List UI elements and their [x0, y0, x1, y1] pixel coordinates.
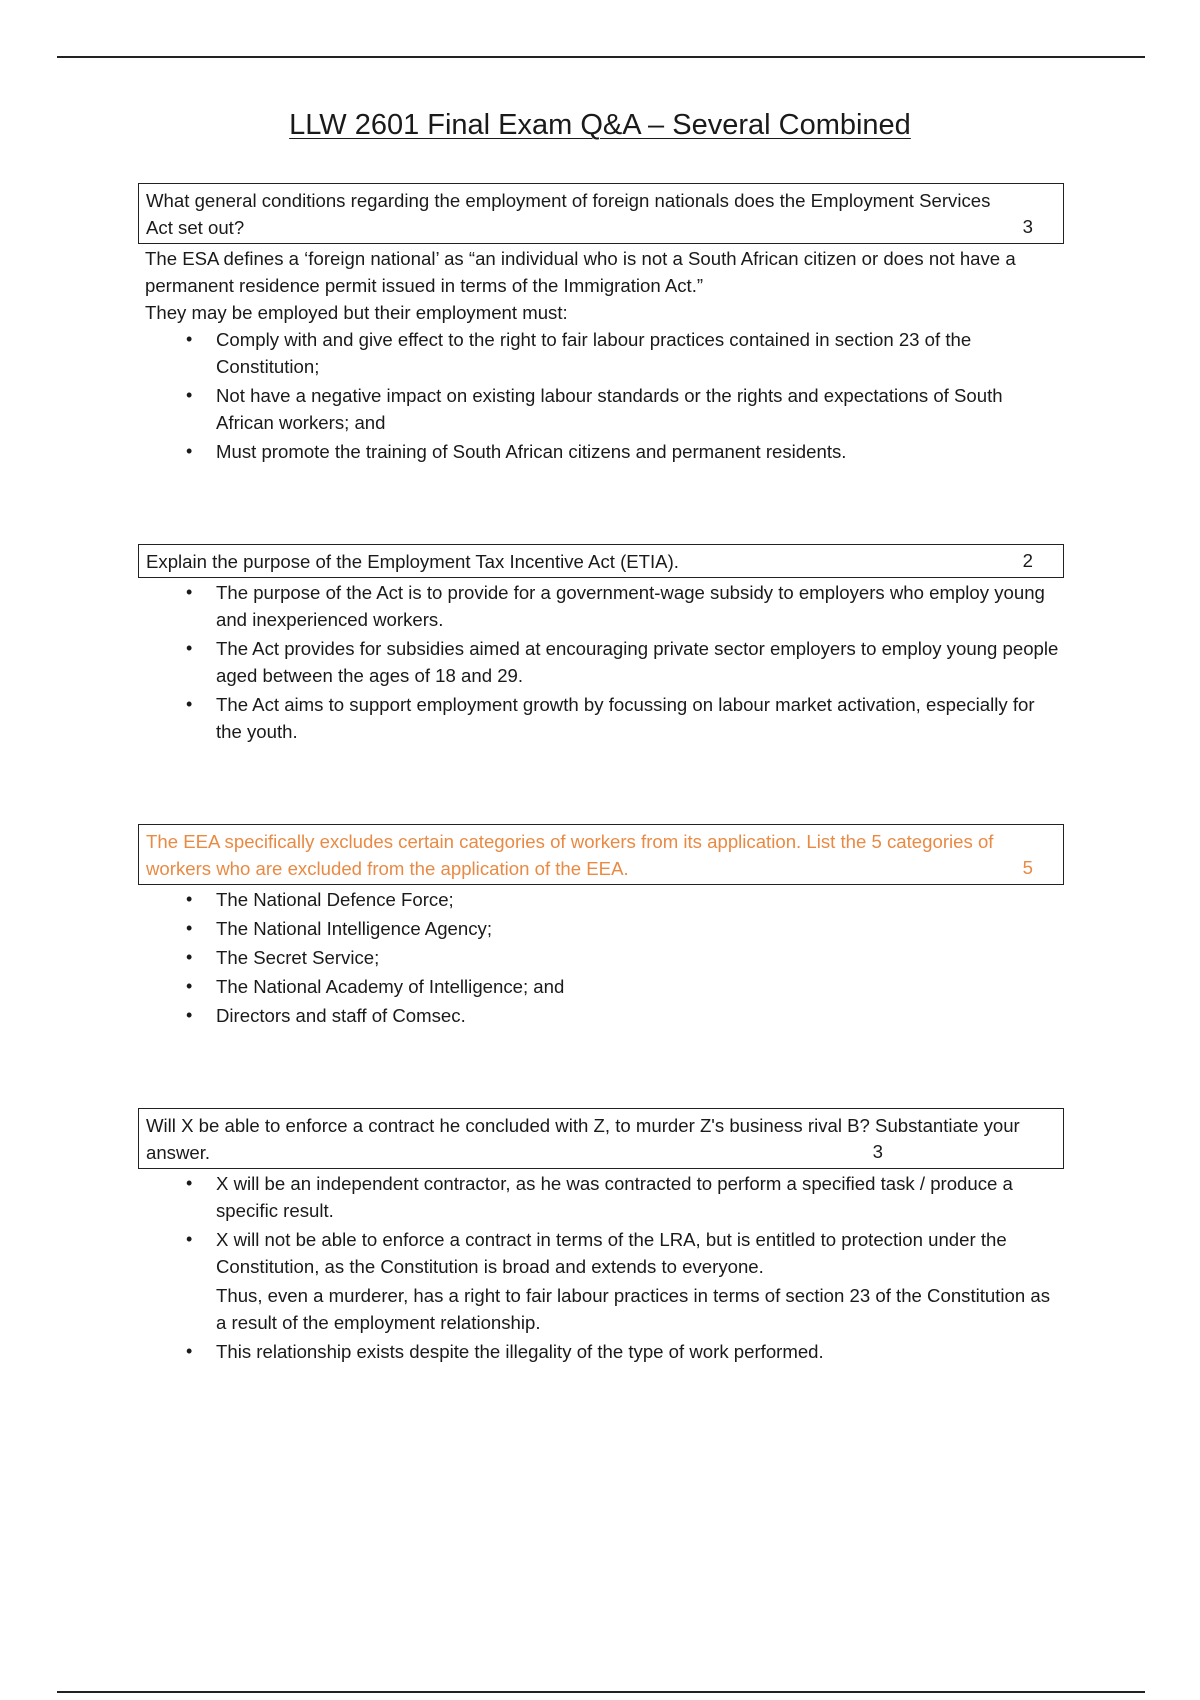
question-3-marks: 5 — [1022, 857, 1033, 878]
list-item: • This relationship exists despite the illegality of the type of work performed. — [145, 1338, 1064, 1365]
question-3-text: The EEA specifically excludes certain categories of workers from its application. List the 5 categories of workers who are excluded from the application of the EEA. — [146, 831, 994, 879]
answer-4-list-end — [145, 1338, 1064, 1365]
answer-3-list — [145, 886, 1064, 1029]
question-1-marks: 3 — [1022, 216, 1033, 237]
question-1-answer — [138, 244, 1064, 465]
question-3-section — [138, 824, 1064, 1031]
list-item: • Comply with and give effect to the right to fair labour practices contained in section 23 of the Constitution; — [145, 326, 1064, 380]
question-4-text: Will X be able to enforce a contract he concluded with Z, to murder Z's business rival B? Substantiate your answer. — [146, 1115, 1020, 1163]
list-item: • The purpose of the Act is to provide for a government-wage subsidy to employers who employ young and inexperienced workers. — [145, 579, 1064, 633]
list-item: • X will be an independent contractor, as he was contracted to perform a specified task / produce a specific result. — [145, 1170, 1064, 1224]
list-item: • The National Intelligence Agency; — [145, 915, 1064, 942]
top-rule — [57, 56, 1145, 58]
answer-1-lead: They may be employed but their employment must: — [145, 302, 568, 323]
question-4-marks: 3 — [872, 1141, 883, 1162]
list-item: • X will not be able to enforce a contract in terms of the LRA, but is entitled to protection under the Constitution, as the Constitution is broad and extends to everyone. — [145, 1226, 1064, 1280]
list-item: • The Act provides for subsidies aimed at encouraging private sector employers to employ young people aged between the ages of 18 and 29. — [145, 635, 1064, 689]
question-3-answer — [138, 885, 1064, 1029]
list-item: • Not have a negative impact on existing labour standards or the rights and expectations of South African workers; and — [145, 382, 1064, 436]
question-4-box — [138, 1108, 1064, 1169]
question-4-section — [138, 1108, 1064, 1367]
page-title — [0, 107, 1200, 143]
answer-1-intro: The ESA defines a ‘foreign national’ as “an individual who is not a South African citizen or does not have a permanent residence permit issued in terms of the Immigration Act.” — [145, 248, 1016, 296]
list-item: • The National Defence Force; — [145, 886, 1064, 913]
question-1-box — [138, 183, 1064, 244]
answer-1-list — [145, 326, 1064, 465]
list-item: • Must promote the training of South African citizens and permanent residents. — [145, 438, 1064, 465]
answer-2-list — [145, 579, 1064, 745]
question-2-text: Explain the purpose of the Employment Tax Incentive Act (ETIA). — [146, 551, 679, 572]
question-1-section — [138, 183, 1064, 467]
answer-4-continuation: Thus, even a murderer, has a right to fair labour practices in terms of section 23 of the Constitution as a result of the employment relationship. — [216, 1285, 1051, 1333]
question-2-marks: 2 — [1022, 550, 1033, 571]
question-2-section — [138, 544, 1064, 747]
list-item: • The National Academy of Intelligence; and — [145, 973, 1064, 1000]
page-title-text: LLW 2601 Final Exam Q&A – Several Combined — [289, 109, 911, 141]
list-item: • The Secret Service; — [145, 944, 1064, 971]
question-2-box — [138, 544, 1064, 578]
answer-4-list — [145, 1170, 1064, 1280]
bottom-rule — [57, 1691, 1145, 1693]
list-item: • The Act aims to support employment growth by focussing on labour market activation, especially for the youth. — [145, 691, 1064, 745]
question-4-answer — [138, 1169, 1064, 1365]
list-item: • Directors and staff of Comsec. — [145, 1002, 1064, 1029]
question-1-text: What general conditions regarding the employment of foreign nationals does the Employment Services Act set out? — [146, 190, 991, 238]
question-3-box — [138, 824, 1064, 885]
question-2-answer — [138, 578, 1064, 745]
